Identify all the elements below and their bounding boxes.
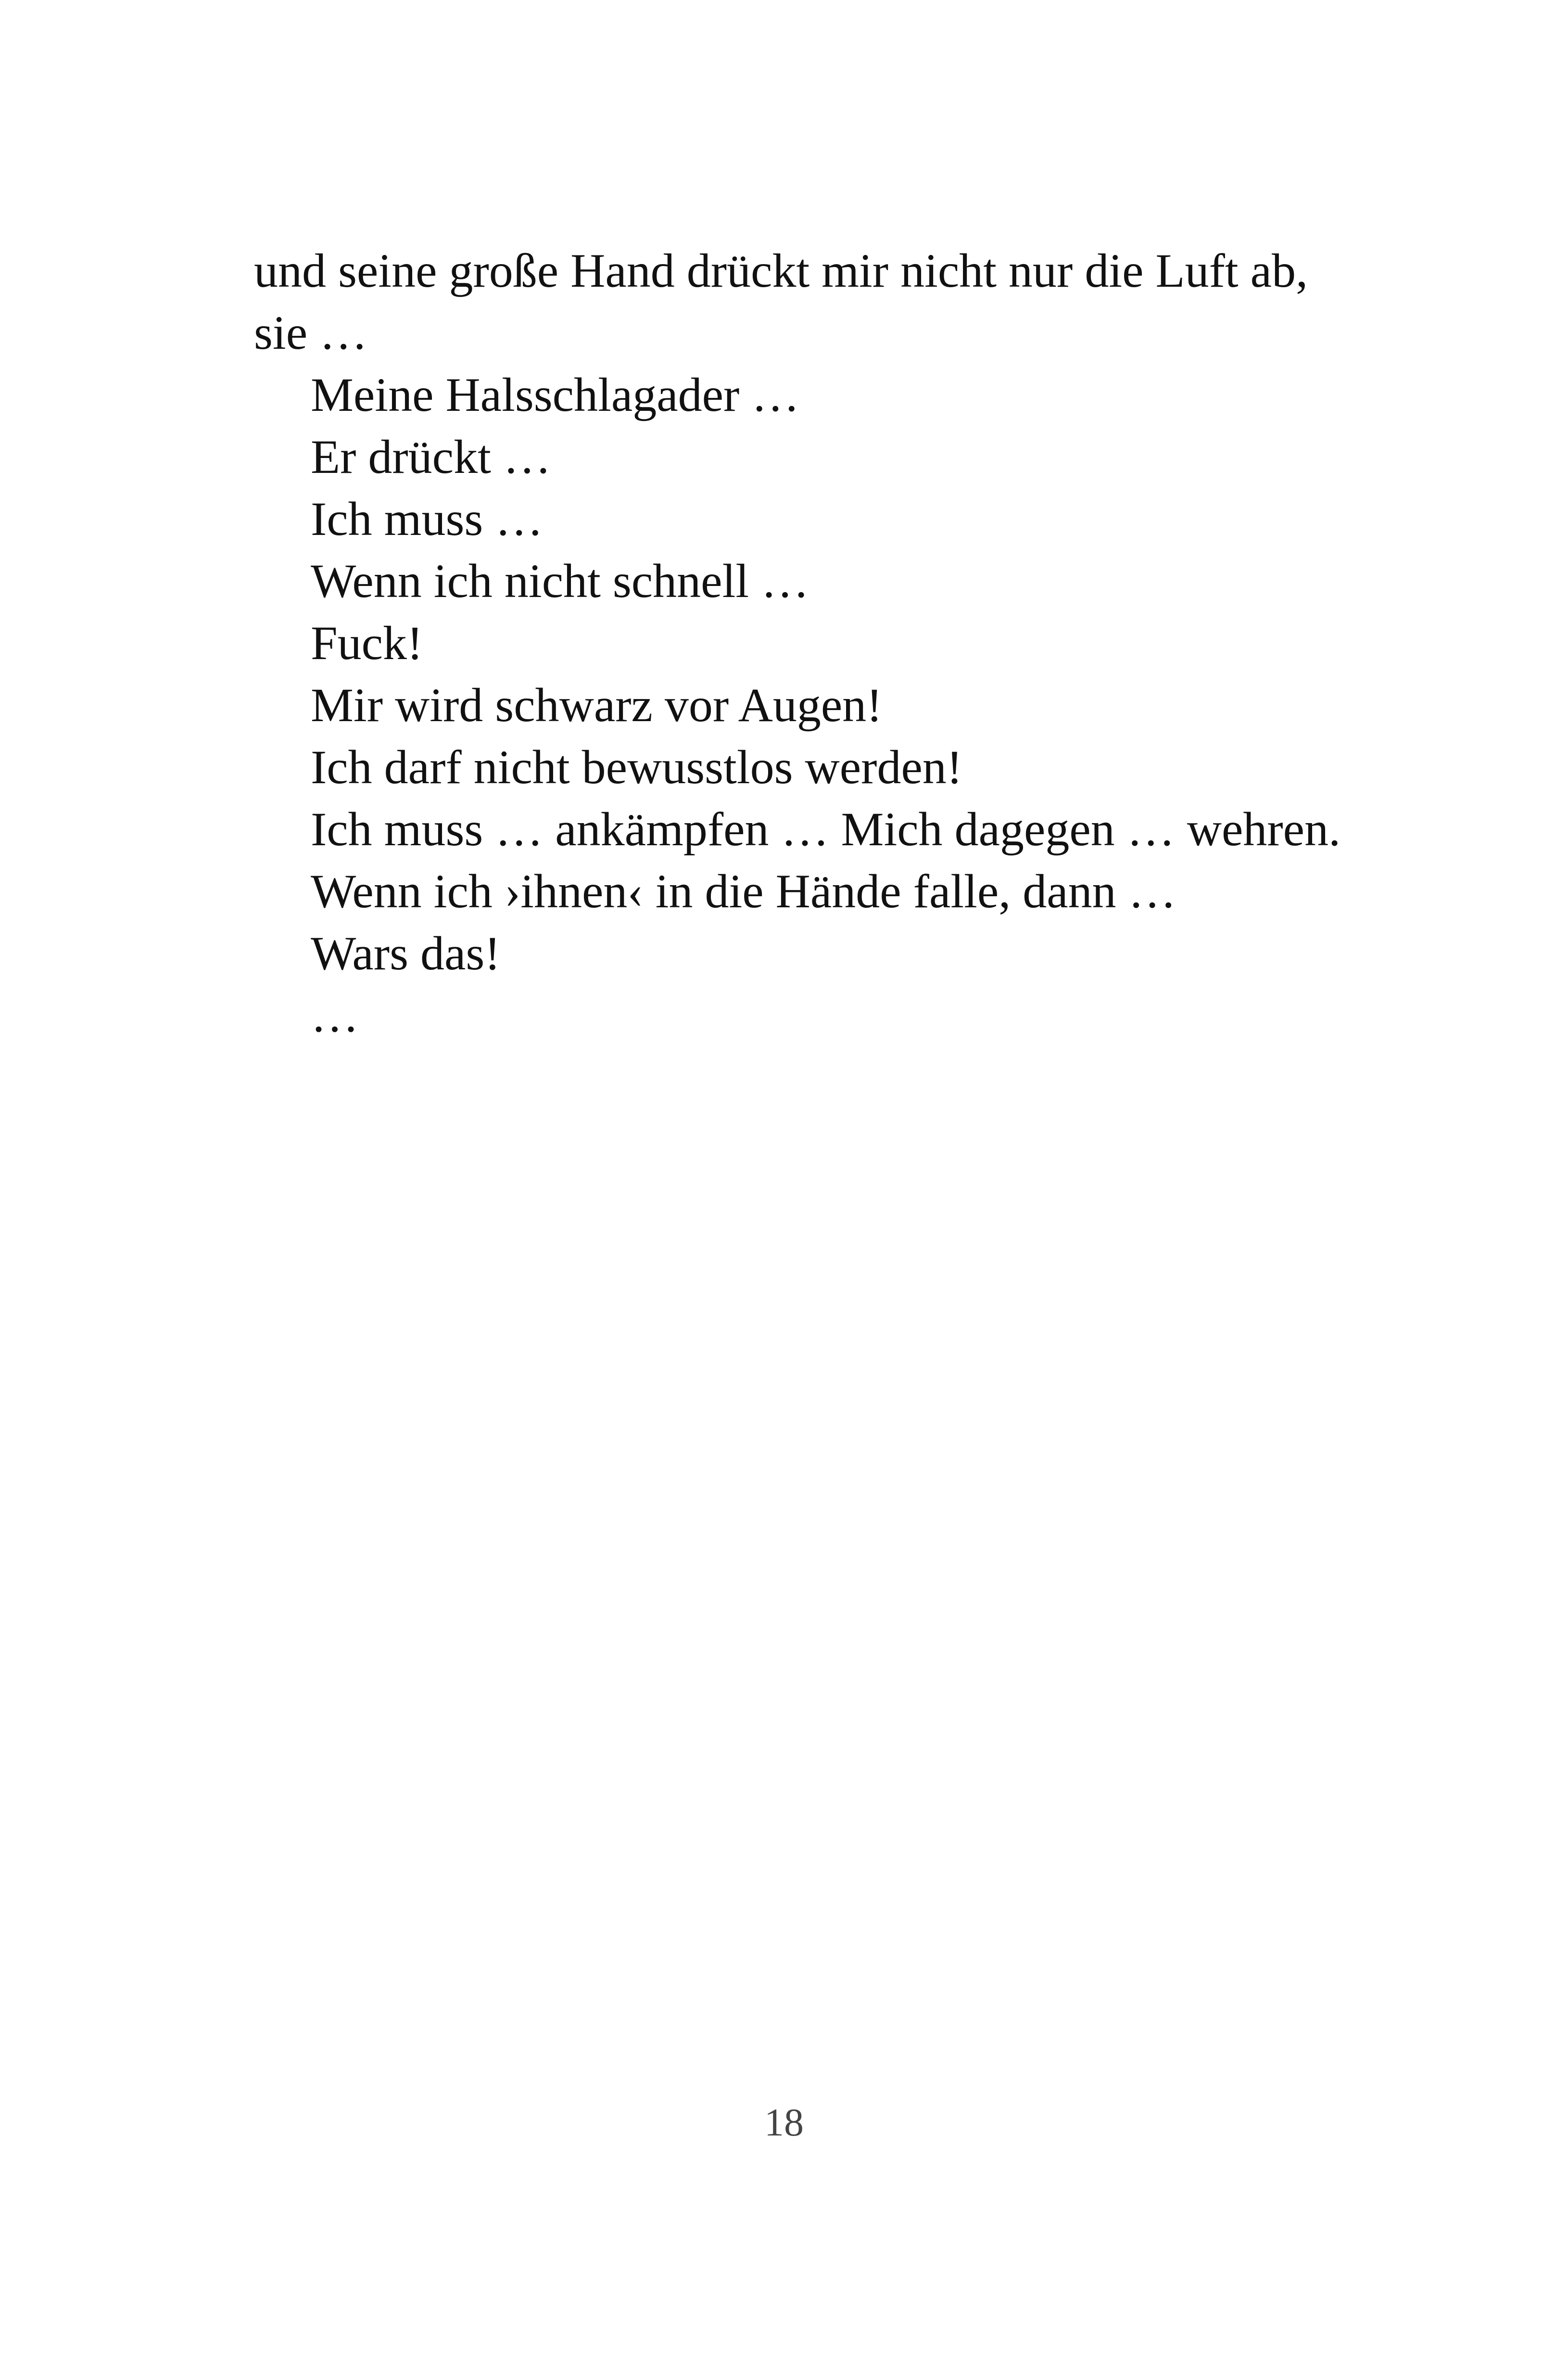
- paragraph: Ich darf nicht bewusstlos werden!: [311, 740, 963, 794]
- paragraph: und seine große Hand drückt mir nicht nur die Luft ab, sie …: [254, 244, 1308, 359]
- body-text: [254, 240, 1341, 1046]
- paragraph: Ich muss …: [311, 492, 544, 546]
- paragraph: Er drückt …: [311, 430, 551, 483]
- paragraph: Meine Halsschlagader …: [311, 368, 800, 421]
- paragraph: …: [311, 989, 359, 1042]
- page-number: 18: [764, 2100, 804, 2144]
- paragraph: Fuck!: [311, 616, 423, 670]
- paragraph: Wenn ich ›ihnen‹ in die Hände falle, dann …: [311, 864, 1176, 918]
- paragraph: Wars das!: [311, 927, 501, 980]
- paragraph: Ich muss … ankämpfen … Mich dagegen … wehren.: [311, 802, 1341, 856]
- paragraph: Mir wird schwarz vor Augen!: [311, 678, 883, 732]
- paragraph: Wenn ich nicht schnell …: [311, 554, 809, 608]
